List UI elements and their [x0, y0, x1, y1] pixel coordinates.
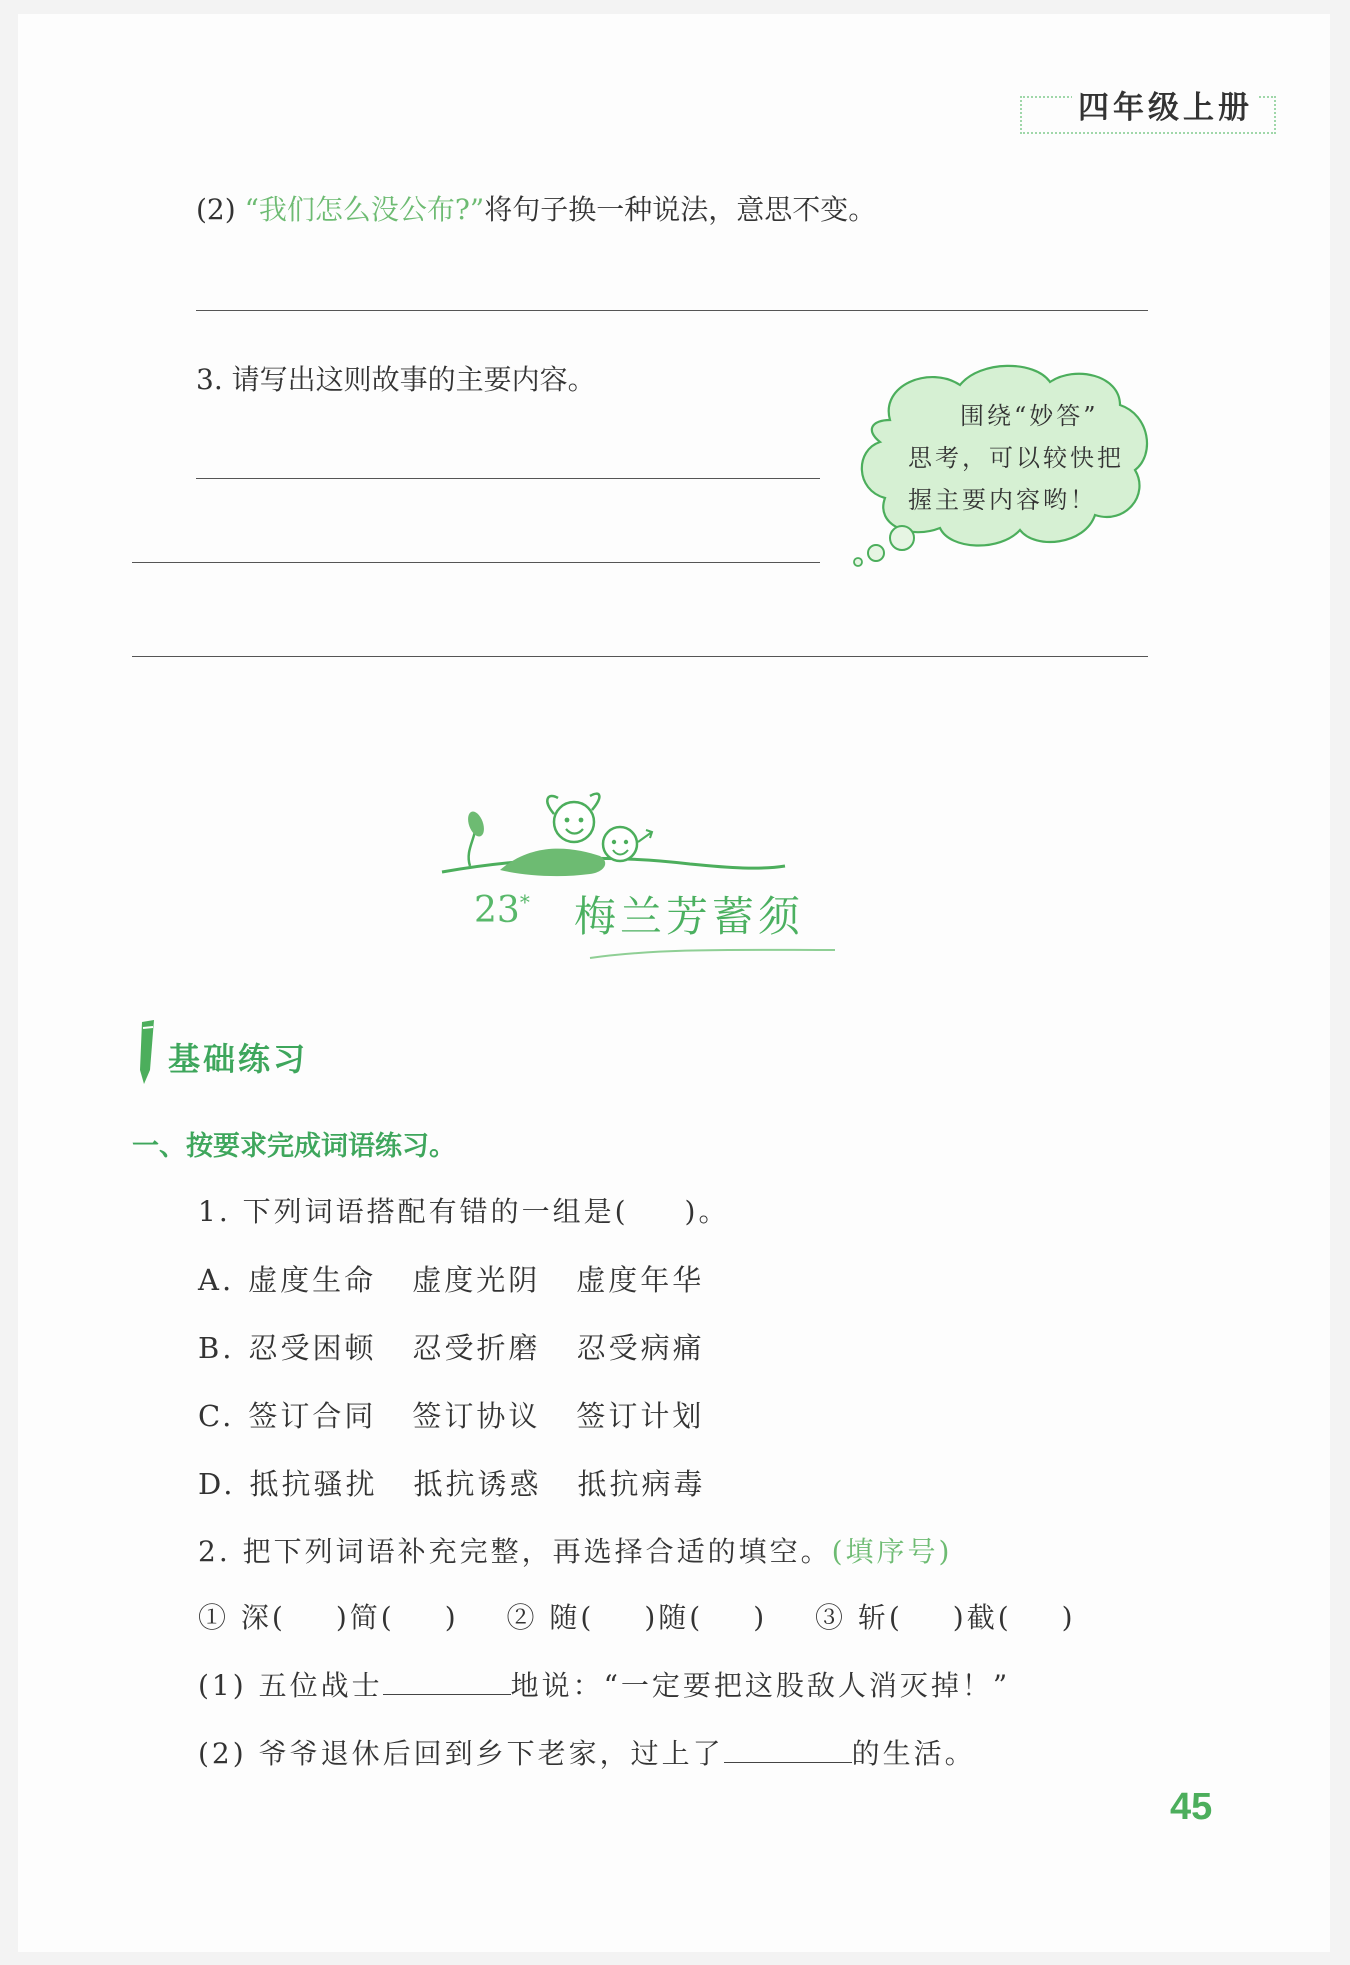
option-word: 忍受困顿: [248, 1331, 377, 1365]
idiom-part: 深(: [240, 1601, 286, 1634]
sentence-1-after: 地说：“一定要把这股敌人消灭掉！”: [510, 1669, 1011, 1702]
section-title: 基础练习: [168, 1040, 309, 1078]
option-word: 签订协议: [412, 1399, 541, 1433]
idiom-part: 斩(: [857, 1601, 903, 1634]
question-1-text: 1. 下列词语搭配有错的一组是(: [198, 1195, 629, 1228]
option-a[interactable]: [198, 1258, 740, 1299]
option-word: 虚度生命: [248, 1263, 377, 1297]
sentence-1: [198, 1664, 1010, 1704]
option-label: C.: [198, 1399, 235, 1433]
idiom-part: )简(: [335, 1601, 395, 1634]
option-label: B.: [198, 1331, 235, 1365]
part-heading: 一、按要求完成词语练习。: [132, 1131, 456, 1162]
option-word: 签订计划: [576, 1399, 705, 1433]
idiom-part: ): [444, 1601, 459, 1634]
question-number: (2): [196, 193, 236, 226]
answer-line[interactable]: [196, 310, 1148, 311]
option-c[interactable]: [198, 1394, 740, 1435]
idiom-part: )随(: [644, 1601, 704, 1634]
sentence-1-before: (1) 五位战士: [198, 1669, 383, 1702]
idiom-3[interactable]: [815, 1601, 1076, 1634]
idiom-number: ③: [814, 1601, 846, 1634]
option-word: 忍受折磨: [412, 1331, 541, 1365]
question-1: [198, 1190, 729, 1230]
question-2-note: (填序号): [831, 1535, 953, 1568]
option-d[interactable]: [198, 1462, 741, 1503]
answer-line[interactable]: [132, 562, 820, 563]
question-1-close: )。: [684, 1195, 730, 1228]
option-b[interactable]: [198, 1326, 741, 1367]
idiom-part: ): [1061, 1601, 1076, 1634]
sentence-2-after: 的生活。: [851, 1737, 976, 1770]
sentence-2: [198, 1732, 976, 1772]
tip-line-1: 围绕“妙答”: [960, 402, 1099, 430]
idiom-number: ②: [506, 1601, 538, 1634]
tip-line-2: 思考，可以较快把: [908, 444, 1124, 472]
idiom-2[interactable]: [506, 1601, 779, 1634]
question-instruction: 将句子换一种说法，意思不变。: [484, 193, 877, 226]
lesson-mark: *: [519, 890, 530, 914]
option-word: 签订合同: [248, 1399, 377, 1433]
idiom-part: )截(: [952, 1601, 1012, 1634]
quoted-sentence: “我们怎么没公布?”: [244, 193, 485, 226]
lesson-title: 梅兰芳蓄须: [574, 892, 805, 941]
answer-line[interactable]: [132, 656, 1148, 657]
option-word: 忍受病痛: [576, 1331, 705, 1365]
question-2-text: 2. 把下列词语补充完整，再选择合适的填空。: [198, 1535, 832, 1568]
idiom-number: ①: [198, 1601, 230, 1634]
page-number: 45: [1170, 1786, 1213, 1828]
lesson-number: [474, 890, 530, 931]
question-2: [198, 1530, 952, 1570]
grade-label: 四年级上册: [1072, 82, 1259, 127]
option-word: 虚度光阴: [412, 1263, 541, 1297]
fill-blank[interactable]: [383, 1668, 511, 1695]
option-word: 抵抗诱惑: [413, 1467, 542, 1501]
sentence-2-before: (2) 爷爷退休后回到乡下老家，过上了: [198, 1737, 724, 1770]
option-label: A.: [198, 1263, 235, 1297]
option-label: D.: [198, 1467, 236, 1501]
idiom-1[interactable]: [198, 1601, 471, 1634]
question-2-2: [196, 188, 876, 228]
idiom-part: ): [753, 1601, 768, 1634]
lesson-number-value: 23: [474, 890, 520, 931]
tip-line-3: 握主要内容哟！: [908, 486, 1097, 514]
idiom-part: 随(: [549, 1601, 595, 1634]
question-3: 3. 请写出这则故事的主要内容。: [196, 363, 596, 396]
workbook-page: [18, 14, 1330, 1952]
option-word: 抵抗骚扰: [249, 1467, 378, 1501]
option-word: 抵抗病毒: [577, 1467, 706, 1501]
option-word: 虚度年华: [576, 1263, 705, 1297]
pencil-icon: [132, 1018, 162, 1086]
answer-line[interactable]: [196, 478, 820, 479]
fill-blank[interactable]: [724, 1736, 852, 1763]
idiom-row: [198, 1596, 1076, 1636]
